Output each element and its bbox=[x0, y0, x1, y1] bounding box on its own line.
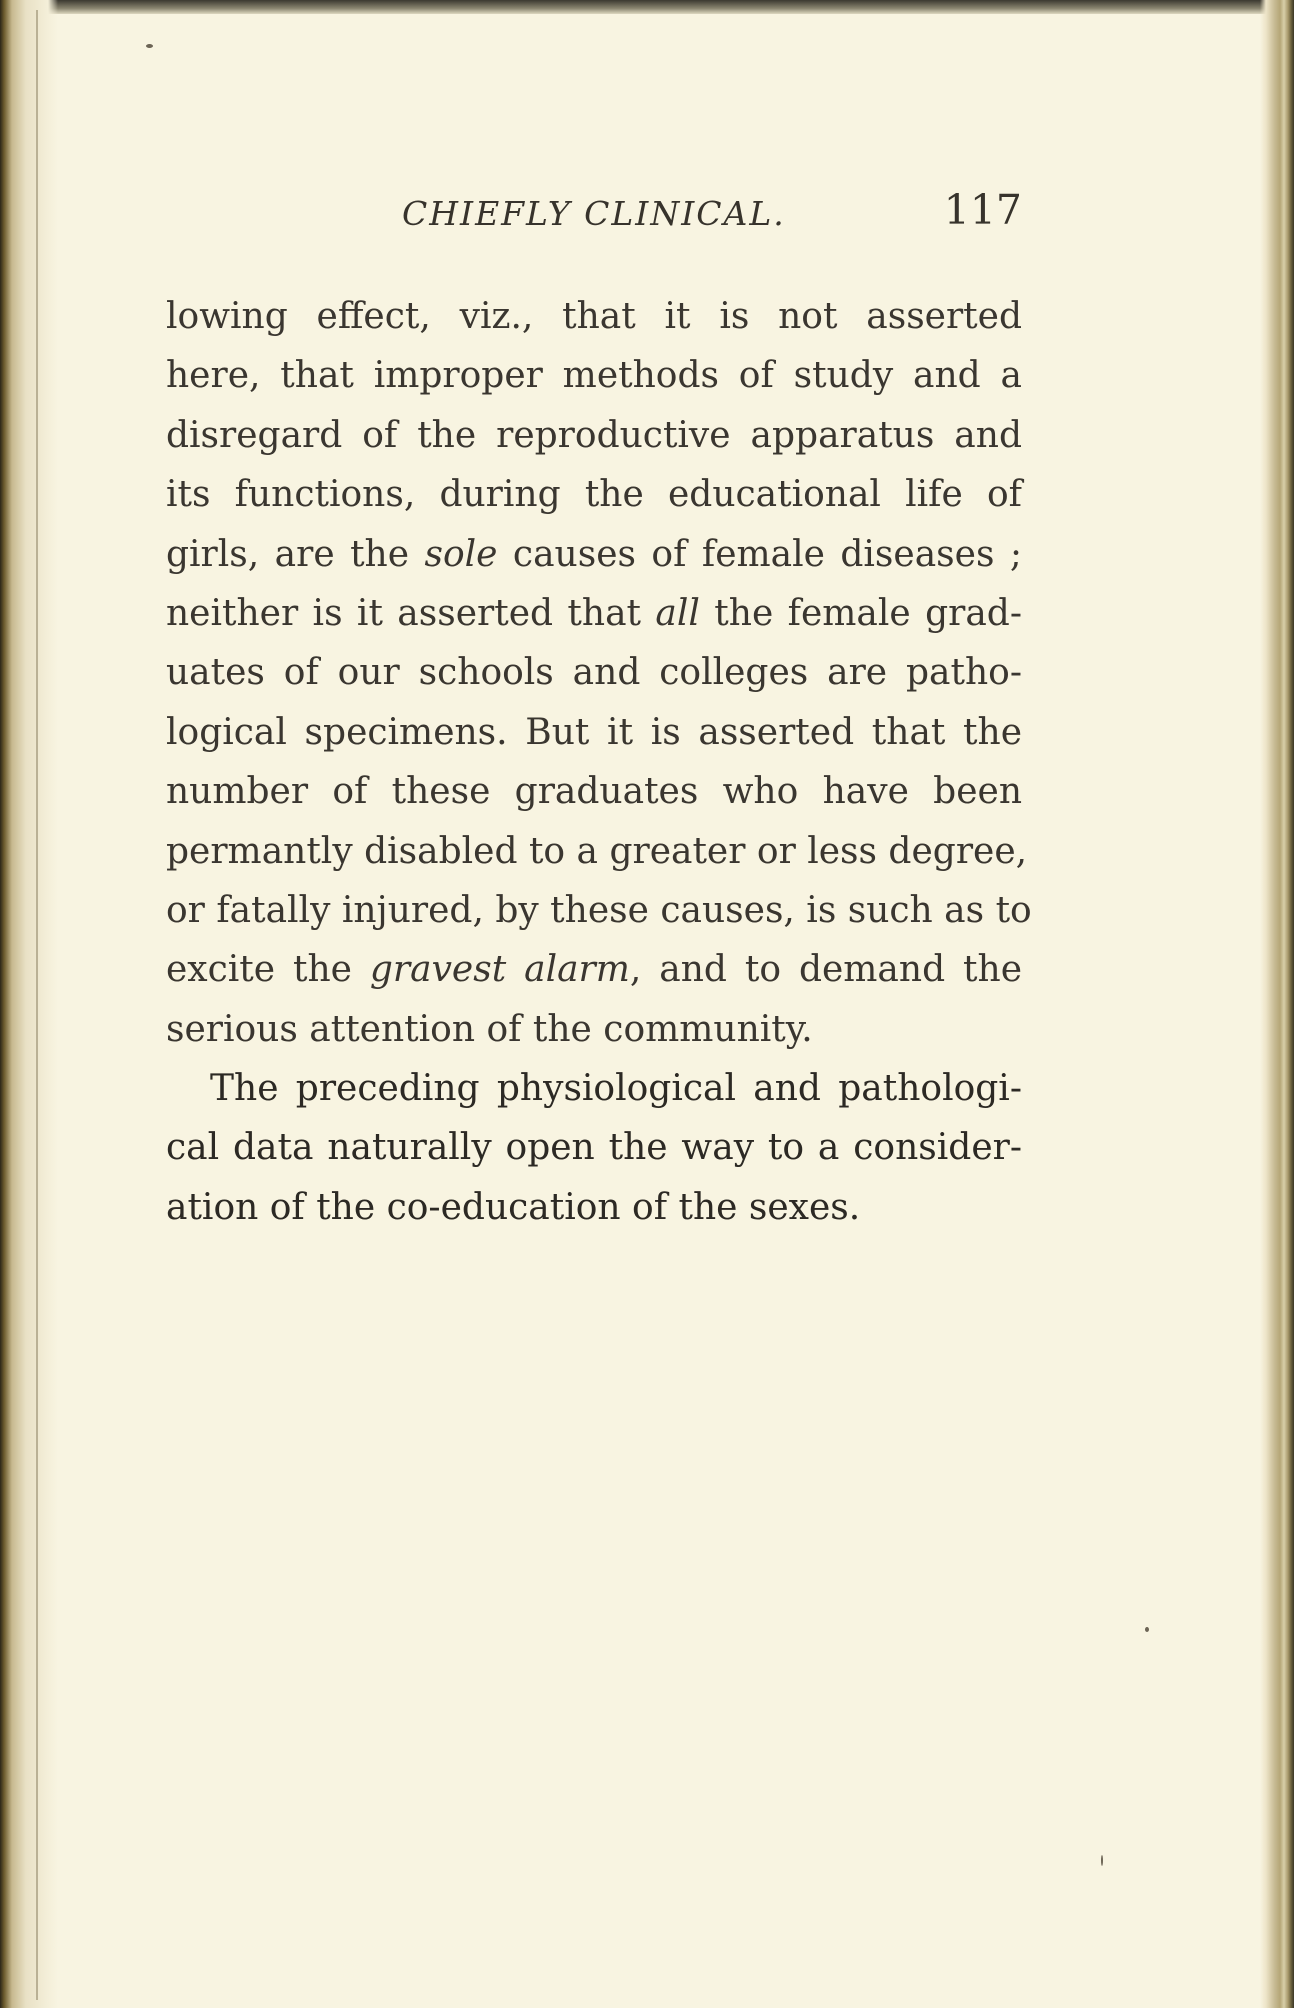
ink-speck bbox=[146, 44, 153, 48]
emphasis-text: gravest alarm bbox=[369, 949, 630, 991]
text-line bbox=[166, 584, 1022, 643]
text-line: or fatally injured, by these causes, is such as to bbox=[166, 889, 1032, 931]
text-line: disregard of the reproductive apparatus and bbox=[166, 414, 1022, 456]
text-line: cal data naturally open the way to a consider- bbox=[166, 1127, 1022, 1169]
text-run: , and to demand the bbox=[629, 949, 1023, 991]
page-top-edge bbox=[0, 0, 1294, 14]
text-run: the female grad- bbox=[699, 592, 1022, 634]
page-number: 117 bbox=[943, 186, 1022, 234]
text-line: logical specimens. But it is asserted that the bbox=[166, 711, 1022, 753]
page-header bbox=[166, 186, 1022, 244]
text-line: ation of the co-education of the sexes. bbox=[166, 1186, 861, 1228]
binding-shadow-line bbox=[36, 10, 38, 2000]
paragraph bbox=[166, 287, 1032, 1059]
text-line: permantly disabled to a greater or less degree, bbox=[166, 830, 1028, 872]
text-line: here, that improper methods of study and a bbox=[166, 355, 1022, 397]
text-line bbox=[166, 940, 1022, 999]
text-line: lowing effect, viz., that it is not asserted bbox=[166, 296, 1022, 337]
text-run: girls, are the bbox=[166, 533, 425, 575]
text-line bbox=[166, 525, 1022, 584]
page-fore-edge bbox=[1260, 0, 1294, 2008]
emphasis-text: sole bbox=[424, 533, 498, 575]
ink-speck bbox=[1101, 1855, 1103, 1866]
ink-speck bbox=[1145, 1627, 1149, 1632]
body-text bbox=[166, 287, 1032, 1237]
text-run: excite the bbox=[166, 949, 370, 991]
text-run: causes of female diseases ; bbox=[497, 533, 1022, 575]
text-line: The preceding physiological and pathologi- bbox=[210, 1068, 1022, 1110]
page-binding-edge bbox=[0, 0, 58, 2008]
emphasis-text: all bbox=[655, 592, 700, 634]
text-line: number of these graduates who have been bbox=[166, 771, 1022, 813]
text-line: serious attention of the community. bbox=[166, 1008, 813, 1050]
running-head: CHIEFLY CLINICAL. bbox=[402, 194, 786, 233]
text-line: its functions, during the educational life of bbox=[166, 474, 1022, 516]
text-run: neither is it asserted that bbox=[166, 592, 656, 634]
paragraph bbox=[166, 1059, 1022, 1237]
text-line: uates of our schools and colleges are patho- bbox=[166, 652, 1022, 694]
